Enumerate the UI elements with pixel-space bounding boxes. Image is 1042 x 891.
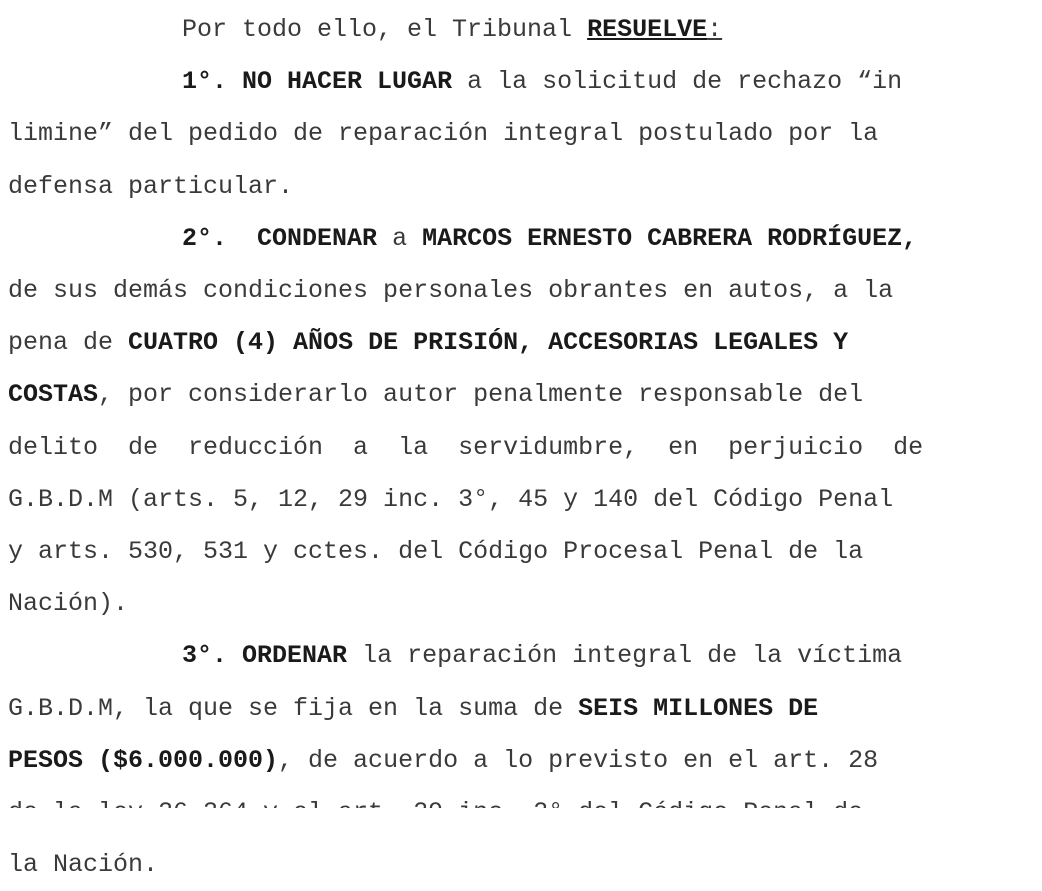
item2-line3-pre: pena de [8, 328, 129, 358]
item2-line7: y arts. 530, 531 y cctes. del Código Procesal Penal de la [8, 537, 864, 566]
item2-line8: Nación). [8, 589, 129, 619]
item2-sentence-bold: CUATRO (4) AÑOS DE PRISIÓN, ACCESORIAS LEGALES Y [128, 328, 849, 358]
item2-condenar: CONDENAR [257, 223, 378, 253]
bottom-crop-edge [0, 808, 1042, 826]
item3-line1 [182, 630, 902, 682]
item2-line6: G.B.D.M (arts. 5, 12, 29 inc. 3°, 45 y 140 del Código Penal [8, 484, 894, 514]
item1-bold-text: NO HACER LUGAR [242, 67, 453, 97]
item2-line1 [182, 213, 917, 265]
item2-line4-rest: , por considerarlo autor penalmente responsable del [98, 380, 864, 410]
item2-defendant-name: MARCOS ERNESTO CABRERA RODRÍGUEZ, [422, 223, 918, 253]
item3-line5: la Nación. [8, 850, 159, 880]
item3-line2 [8, 683, 818, 735]
item2-line2: de sus demás condiciones personales obrantes en autos, a la [8, 276, 894, 305]
item3-amount-number: PESOS ($6.000.000) [8, 745, 279, 775]
item1-line3: defensa particular. [8, 171, 294, 201]
item3-number: 3°. [182, 641, 228, 671]
item3-rest: la reparación integral de la víctima [347, 641, 903, 671]
item2-line5: delito de reducción a la servidumbre, en perjuicio de [8, 432, 924, 462]
item1-rest: a la solicitud de rechazo “in [452, 67, 903, 97]
item1-line1 [182, 56, 902, 108]
item3-line2-pre: G.B.D.M, la que se fija en la suma de [8, 693, 579, 723]
item3-line3-rest: , de acuerdo a lo previsto en el art. 28 [278, 745, 879, 775]
intro-line [182, 4, 722, 56]
resuelve-heading: RESUELVE [587, 15, 708, 44]
item2-line3 [8, 317, 848, 369]
resuelve-colon: : [707, 15, 723, 44]
item2-costas: COSTAS [8, 380, 99, 410]
item1-line2: limine” del pedido de reparación integral postulado por la [8, 119, 879, 149]
item2-number: 2°. [182, 223, 228, 253]
item3-line3 [8, 735, 878, 787]
item2-a: a [377, 223, 423, 253]
item1-number: 1°. [182, 67, 228, 97]
item3-ordenar: ORDENAR [242, 641, 348, 671]
intro-text: Por todo ello, el Tribunal [182, 15, 588, 44]
item3-amount-words: SEIS MILLONES DE [578, 693, 819, 723]
item2-line4 [8, 369, 863, 421]
